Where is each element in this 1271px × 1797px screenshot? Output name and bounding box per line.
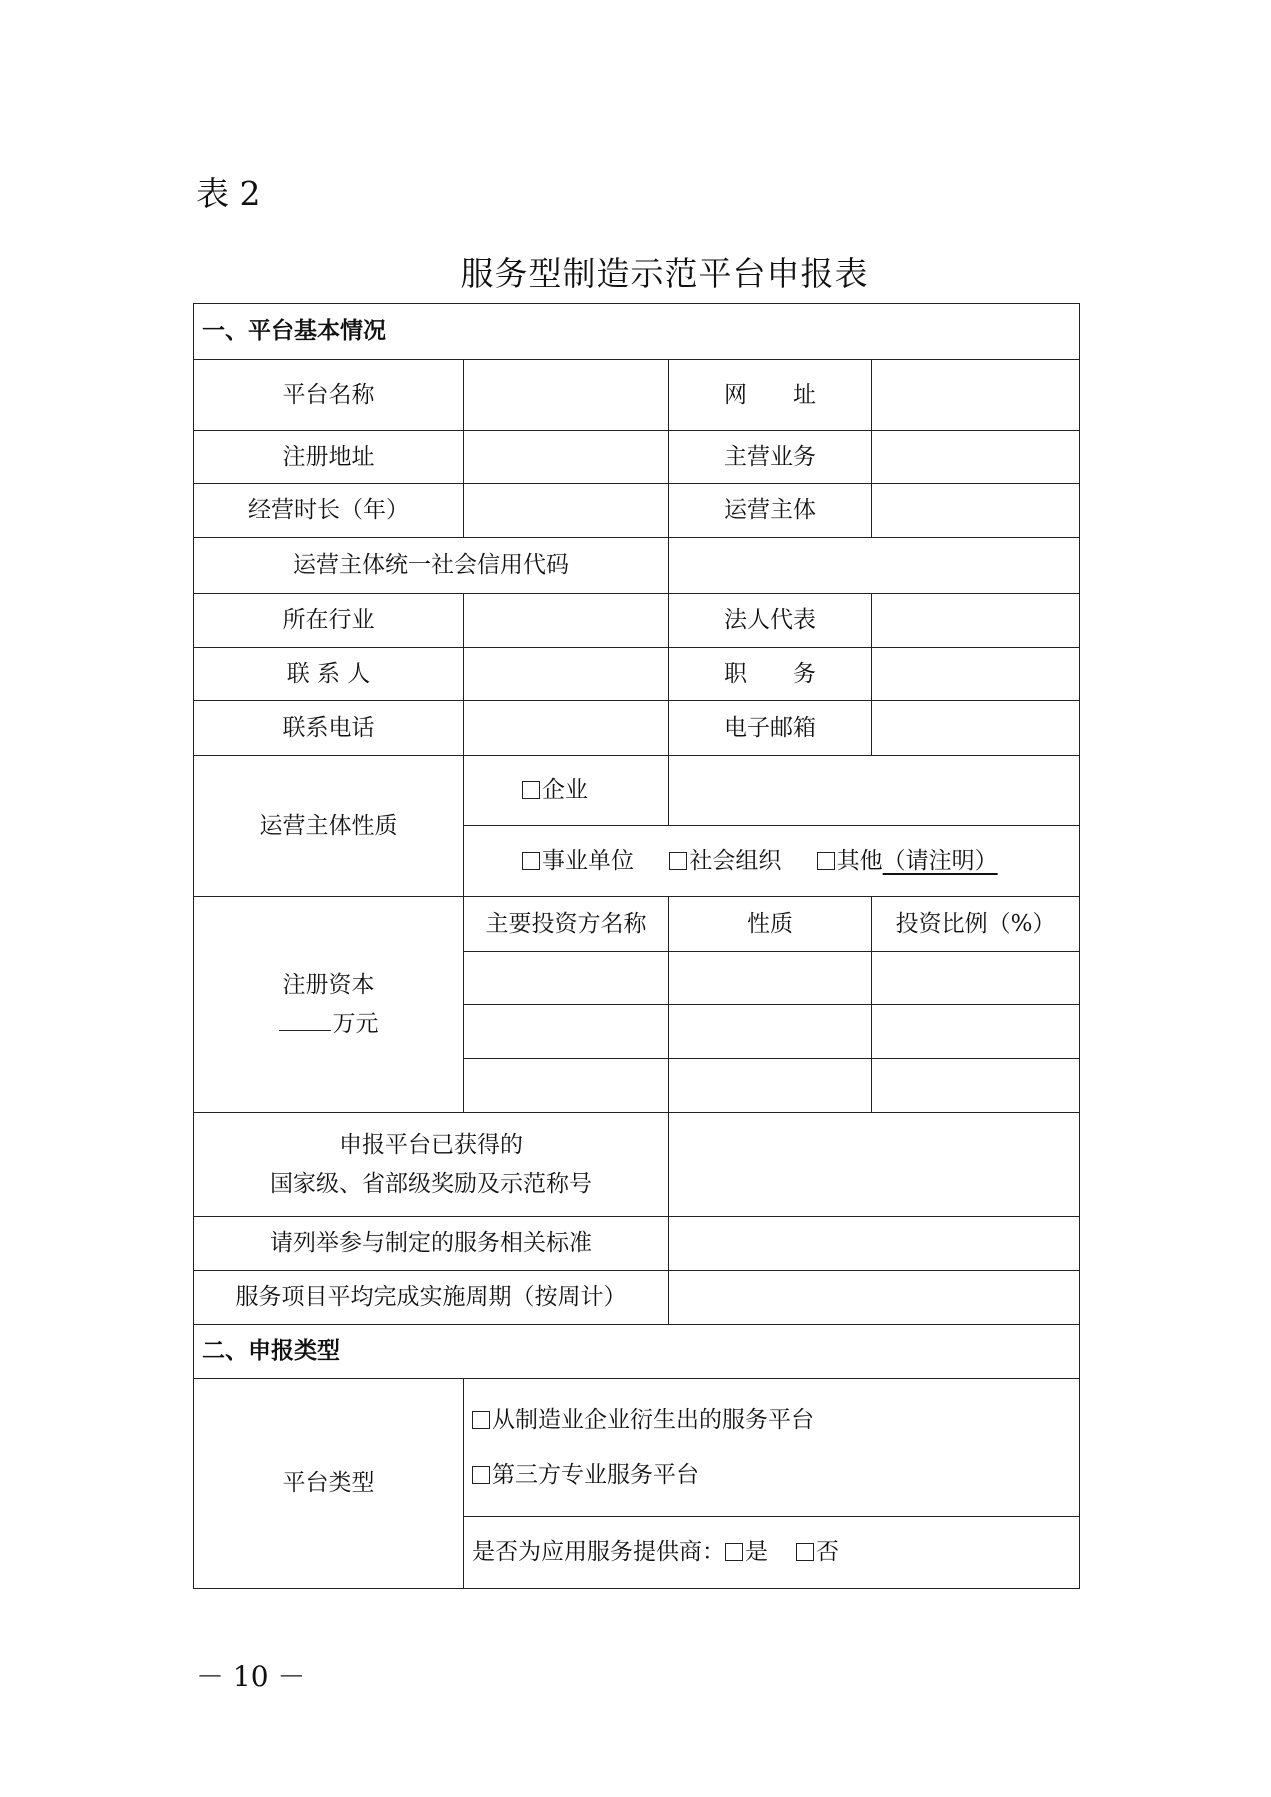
position-label: 职 务: [669, 648, 872, 701]
platform-name-label: 平台名称: [194, 360, 464, 431]
app-provider-no[interactable]: 否: [796, 1539, 839, 1565]
legal-rep-field[interactable]: [872, 594, 1080, 648]
table-row: [194, 1271, 1080, 1325]
credit-code-field[interactable]: [669, 538, 1080, 594]
nature-option-enterprise[interactable]: [464, 756, 669, 826]
checkbox-icon[interactable]: [522, 852, 540, 870]
table-row: [194, 484, 1080, 538]
app-provider-yes[interactable]: 是: [725, 1539, 768, 1565]
table-row: [194, 648, 1080, 701]
form-title: 服务型制造示范平台申报表: [460, 254, 869, 293]
nature-option-institution[interactable]: 事业单位: [522, 848, 634, 874]
checkbox-icon[interactable]: [796, 1543, 814, 1561]
awards-field[interactable]: [669, 1113, 1080, 1217]
email-label: 电子邮箱: [669, 701, 872, 756]
operator-nature-label: 运营主体性质: [194, 756, 464, 897]
industry-field[interactable]: [464, 594, 669, 648]
investor-name-field[interactable]: [464, 1005, 669, 1059]
investor-name-field[interactable]: [464, 952, 669, 1005]
section-header-application-type: 二、申报类型: [194, 1325, 1080, 1379]
reg-address-field[interactable]: [464, 431, 669, 484]
investor-nature-field[interactable]: [669, 952, 872, 1005]
nature-enterprise-field[interactable]: [669, 756, 1080, 826]
credit-code-label: 运营主体统一社会信用代码: [194, 538, 669, 594]
investor-nature-field[interactable]: [669, 1059, 872, 1113]
contact-person-label: 联 系 人: [194, 648, 464, 701]
table-row: [194, 1379, 1080, 1517]
investor-nature-field[interactable]: [669, 1005, 872, 1059]
investor-ratio-field[interactable]: [872, 1059, 1080, 1113]
investor-nature-header: 性质: [669, 897, 872, 952]
table-label: 表 2: [196, 174, 261, 213]
table-row: [194, 756, 1080, 826]
cycle-field[interactable]: [669, 1271, 1080, 1325]
checkbox-icon[interactable]: [725, 1543, 743, 1561]
table-row: [194, 897, 1080, 952]
investor-name-header: 主要投资方名称: [464, 897, 669, 952]
operator-field[interactable]: [872, 484, 1080, 538]
app-provider-row: [464, 1517, 1080, 1589]
table-row: [194, 1217, 1080, 1271]
table-row: [194, 594, 1080, 648]
website-label: 网 址: [669, 360, 872, 431]
website-field[interactable]: [872, 360, 1080, 431]
reg-address-label: 注册地址: [194, 431, 464, 484]
standards-label: 请列举参与制定的服务相关标准: [194, 1217, 669, 1271]
app-provider-question: 是否为应用服务提供商：: [472, 1539, 725, 1566]
nature-option-social-org[interactable]: 社会组织: [669, 848, 781, 874]
awards-label: 申报平台已获得的 国家级、省部级奖励及示范称号: [194, 1113, 669, 1217]
section-row: [194, 304, 1080, 360]
reg-capital-cell: [194, 897, 464, 1113]
section-row: [194, 1325, 1080, 1379]
nature-option-other[interactable]: 其他（请注明）: [817, 848, 998, 874]
reg-capital-unit: 万元: [332, 1010, 379, 1037]
investor-ratio-field[interactable]: [872, 1005, 1080, 1059]
application-form-table: [193, 303, 1080, 1589]
main-business-field[interactable]: [872, 431, 1080, 484]
investor-ratio-header: 投资比例（%）: [872, 897, 1080, 952]
platform-name-field[interactable]: [464, 360, 669, 431]
reg-capital-label: 注册资本: [282, 971, 375, 998]
standards-field[interactable]: [669, 1217, 1080, 1271]
checkbox-icon[interactable]: [669, 852, 687, 870]
table-row: [194, 1113, 1080, 1217]
industry-label: 所在行业: [194, 594, 464, 648]
type-option-third-party[interactable]: 第三方专业服务平台: [472, 1461, 1073, 1490]
contact-person-field[interactable]: [464, 648, 669, 701]
phone-label: 联系电话: [194, 701, 464, 756]
main-business-label: 主营业务: [669, 431, 872, 484]
investor-ratio-field[interactable]: [872, 952, 1080, 1005]
table-row: [194, 701, 1080, 756]
cycle-label: 服务项目平均完成实施周期（按周计）: [194, 1271, 669, 1325]
operator-label: 运营主体: [669, 484, 872, 538]
nature-options-row: [464, 826, 1080, 897]
type-option-derived[interactable]: 从制造业企业衍生出的服务平台: [472, 1406, 1073, 1435]
other-note: （请注明）: [882, 847, 998, 874]
section-header-basic-info: 一、平台基本情况: [194, 304, 1080, 360]
platform-type-label: 平台类型: [194, 1379, 464, 1589]
checkbox-icon[interactable]: [522, 781, 540, 799]
legal-rep-label: 法人代表: [669, 594, 872, 648]
option-label: 企业: [542, 777, 588, 804]
operating-years-field[interactable]: [464, 484, 669, 538]
reg-capital-blank[interactable]: [279, 1030, 331, 1031]
checkbox-icon[interactable]: [472, 1466, 490, 1484]
table-row: [194, 431, 1080, 484]
table-row: [194, 538, 1080, 594]
investor-name-field[interactable]: [464, 1059, 669, 1113]
phone-field[interactable]: [464, 701, 669, 756]
page-number: － 10 －: [196, 1660, 306, 1693]
operating-years-label: 经营时长（年）: [194, 484, 464, 538]
checkbox-icon[interactable]: [817, 852, 835, 870]
position-field[interactable]: [872, 648, 1080, 701]
email-field[interactable]: [872, 701, 1080, 756]
checkbox-icon[interactable]: [472, 1411, 490, 1429]
table-row: [194, 360, 1080, 431]
platform-type-options: [464, 1379, 1080, 1517]
